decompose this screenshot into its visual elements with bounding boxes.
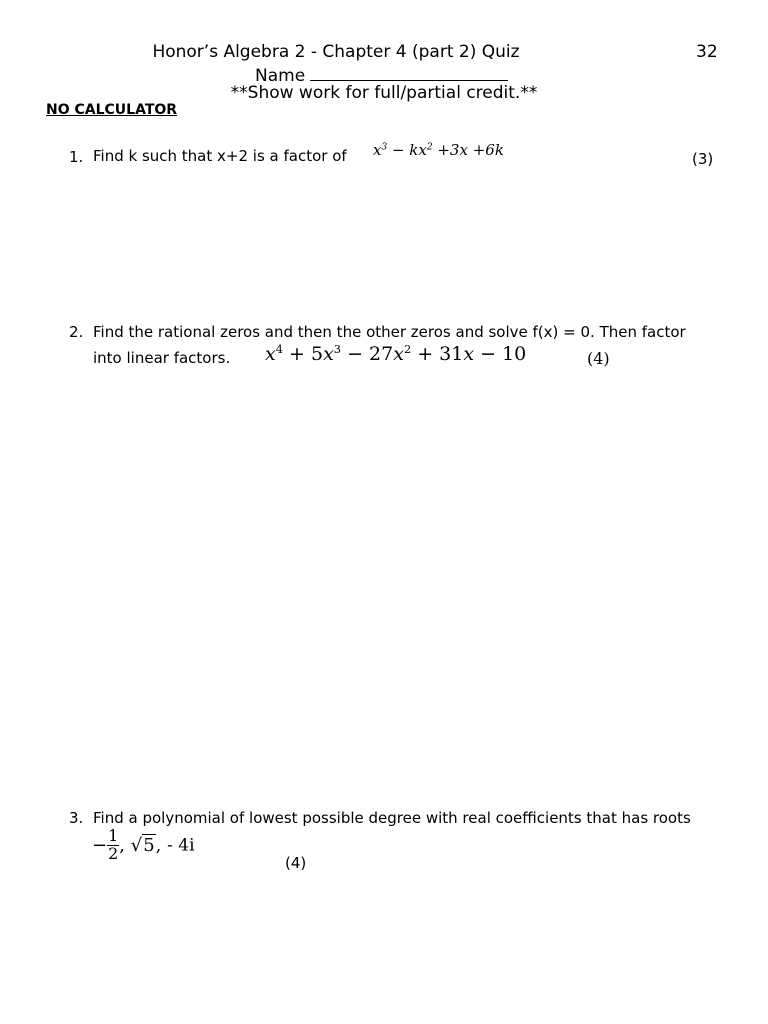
root-fraction: $\frac{1}{2}$ xyxy=(108,826,119,863)
quiz-title: Honor’s Algebra 2 - Chapter 4 (part 2) Quiz xyxy=(152,42,520,62)
question-2-number: 2. xyxy=(69,323,84,341)
question-2-points: (4) xyxy=(587,349,610,368)
question-number: 1. xyxy=(69,148,84,166)
question-2-text-line1: Find the rational zeros and then the other zeros and solve f(x) = 0. Then factor xyxy=(93,323,686,341)
total-points: 32 xyxy=(696,42,718,62)
question-3-roots: − $\frac{1}{2}$ , √5, - 4i xyxy=(92,826,195,863)
question-1 xyxy=(69,147,83,166)
name-blank-line xyxy=(310,63,508,81)
question-1-polynomial: $x^3 - kx^2 +3x +6k$ xyxy=(373,141,504,159)
question-1-text: Find k such that x+2 is a factor of xyxy=(93,147,347,165)
root-sqrt: √5 xyxy=(130,834,155,856)
question-2-polynomial: $x^4 + 5x^3 - 27x^2 + 31x - 10$ xyxy=(265,342,527,365)
question-3-number: 3. xyxy=(69,809,84,827)
instructions: **Show work for full/partial credit.** xyxy=(230,83,538,103)
question-3-text: Find a polynomial of lowest possible degree with real coefficients that has roots xyxy=(93,809,691,827)
no-calculator-heading: NO CALCULATOR xyxy=(46,102,178,118)
question-1-points: (3) xyxy=(692,150,714,168)
question-2-text-line2: into linear factors. xyxy=(93,349,231,367)
name-label: Name xyxy=(255,66,306,86)
root-imaginary: - 4i xyxy=(167,835,195,856)
question-3-points: (4) xyxy=(285,854,307,872)
